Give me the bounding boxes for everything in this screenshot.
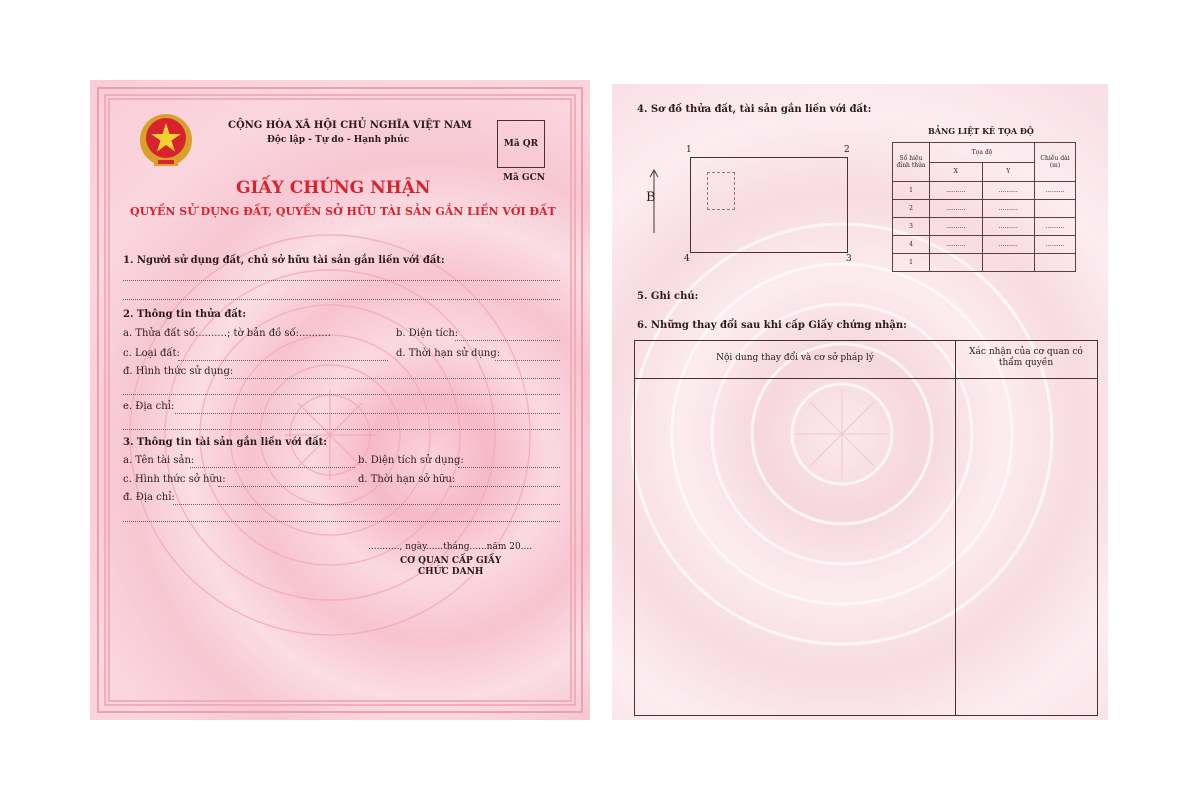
fill-line	[123, 429, 560, 430]
header-authority-confirmation: Xác nhận của cơ quan có thẩm quyền	[969, 347, 1083, 368]
cell-length: ..........	[1035, 218, 1076, 236]
certificate-title: GIẤY CHỨNG NHẬN	[236, 178, 431, 198]
fill-line	[455, 340, 560, 341]
fill-line	[178, 360, 388, 361]
gcn-code-label: Mã GCN	[503, 173, 546, 183]
table-row	[893, 200, 1076, 218]
qr-label: Mã QR	[503, 139, 539, 149]
field-used-area: b. Diện tích sử dụng:	[358, 455, 464, 466]
field-usage-form: đ. Hình thức sử dụng:	[123, 366, 234, 377]
certificate-back-page	[612, 84, 1108, 720]
header-length: Chiều dài (m)	[1035, 143, 1076, 182]
north-arrow-icon	[648, 167, 660, 235]
field-ownership-term: d. Thời hạn sở hữu:	[358, 474, 456, 485]
section-notes: 5. Ghi chú:	[637, 291, 699, 302]
section-land-info: 2. Thông tin thửa đất:	[123, 309, 247, 320]
header-point: Số hiệu đỉnh thửa	[893, 143, 930, 182]
corner-1: 1	[686, 145, 692, 155]
fill-line	[458, 467, 560, 468]
fill-line	[173, 504, 560, 505]
corner-4: 4	[684, 254, 690, 264]
cell-length	[1035, 254, 1076, 272]
cell-x: ..........	[930, 182, 983, 200]
coordinate-table	[892, 142, 1076, 272]
north-indicator: B	[646, 190, 656, 205]
fill-line	[175, 413, 560, 414]
table-row	[893, 236, 1076, 254]
cell-length: ..........	[1035, 236, 1076, 254]
certificate-subtitle: QUYỀN SỬ DỤNG ĐẤT, QUYỀN SỞ HỮU TÀI SẢN GẮN LIỀN VỚI ĐẤT	[130, 205, 556, 218]
cell-point: 4	[893, 236, 930, 254]
national-emblem-icon	[134, 110, 198, 174]
issue-date-line: ..........., ngày......tháng......năm 20....	[368, 542, 533, 552]
header-change-content: Nội dung thay đổi và cơ sở pháp lý	[716, 353, 874, 363]
cell-y	[982, 254, 1035, 272]
table-row	[893, 218, 1076, 236]
field-land-type: c. Loại đất:	[123, 348, 180, 359]
changes-table	[634, 340, 1098, 716]
building-footprint	[707, 172, 735, 210]
certificate-front-page	[90, 80, 590, 720]
field-asset-address: đ. Địa chỉ:	[123, 492, 175, 503]
column-divider	[955, 341, 956, 715]
fill-line	[495, 360, 560, 361]
field-area: b. Diện tích:	[396, 328, 459, 339]
issuing-authority: CƠ QUAN CẤP GIẤY	[400, 556, 502, 566]
fill-line	[123, 394, 560, 395]
cell-y: ..........	[982, 236, 1035, 254]
header-x: X	[930, 162, 983, 182]
field-asset-name: a. Tên tài sản:	[123, 455, 195, 466]
plot-diagram	[690, 157, 848, 253]
fill-line	[123, 280, 560, 281]
field-land-address: e. Địa chỉ:	[123, 401, 175, 412]
cell-y: ..........	[982, 182, 1035, 200]
cell-point: 1	[893, 254, 930, 272]
cell-y: ..........	[982, 200, 1035, 218]
table-row	[893, 254, 1076, 272]
header-coords: Tọa độ	[930, 143, 1035, 163]
fill-line	[450, 486, 560, 487]
section-changes: 6. Những thay đổi sau khi cấp Giấy chứng nhận:	[637, 320, 907, 331]
field-parcel-number: a. Thửa đất số:.........; tờ bản đồ số:..........	[123, 328, 331, 339]
national-motto: Độc lập - Tự do - Hạnh phúc	[267, 135, 410, 145]
fill-line	[123, 521, 560, 522]
section-asset-info: 3. Thông tin tài sản gắn liền với đất:	[123, 437, 327, 448]
cell-y: ..........	[982, 218, 1035, 236]
cell-x: ..........	[930, 200, 983, 218]
cell-x: ..........	[930, 218, 983, 236]
table-row	[893, 182, 1076, 200]
qr-code-box	[497, 120, 545, 168]
fill-line	[123, 299, 560, 300]
section-plot-diagram: 4. Sơ đồ thửa đất, tài sản gắn liền với đất:	[637, 104, 872, 115]
corner-3: 3	[846, 254, 852, 264]
fill-line	[190, 467, 355, 468]
field-ownership-form: c. Hình thức sở hữu:	[123, 474, 226, 485]
section-owner: 1. Người sử dụng đất, chủ sở hữu tài sản gắn liền với đất:	[123, 255, 445, 266]
cell-point: 3	[893, 218, 930, 236]
cell-x	[930, 254, 983, 272]
signer-title: CHỨC DANH	[418, 567, 484, 577]
cell-length: ..........	[1035, 182, 1076, 200]
country-name: CỘNG HÒA XÃ HỘI CHỦ NGHĨA VIỆT NAM	[228, 120, 472, 131]
corner-2: 2	[844, 145, 850, 155]
field-usage-term: d. Thời hạn sử dụng:	[396, 348, 501, 359]
fill-line	[225, 378, 560, 379]
cell-point: 2	[893, 200, 930, 218]
cell-x: ..........	[930, 236, 983, 254]
fill-line	[218, 486, 358, 487]
header-y: Y	[982, 162, 1035, 182]
coordinate-table-title: BẢNG LIỆT KÊ TỌA ĐỘ	[928, 126, 1034, 136]
cell-point: 1	[893, 182, 930, 200]
cell-length	[1035, 200, 1076, 218]
